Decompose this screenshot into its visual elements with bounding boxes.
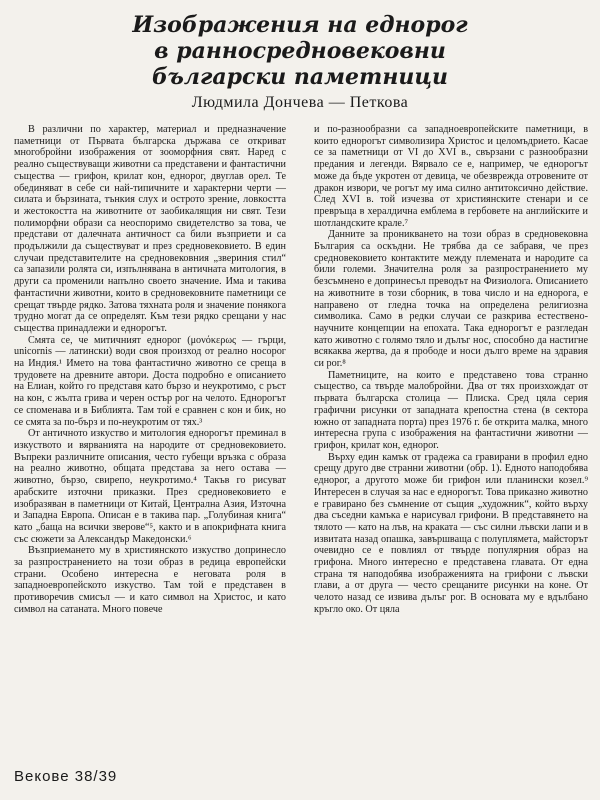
paragraph: От античното изкуство и митология еднорогът преминал в изкуството и вярванията на народите от средновековието. Въпреки различните описания, често губещи връзка с образа на реално животно, общата представа за него остава — животно, бързо, свирепо, неукротимо.⁴ Такъв го рисуват арабските източни приказки. През средновековието е изобразяван в паметници от Китай, Централна Азия, Източна и Западна Европа. Описан е в такива пар. „Голубиная книга“ като „баща на всички зверове“⁵, както и в апокрифната книга със сюжети за Александър Македонски.⁶ [14, 428, 286, 545]
paragraph: Върху един камък от градежа са гравирани в профил едно срещу друго две странни животни (обр. 1). Едното наподобява еднорог, а другото може би грифон или планински козел.⁹ Интересен в случая за нас е еднорогът. Това приказно животно е гравирано без съмнение от същия „художник“, който върху два съседни камъка е нарисувал грифони. В представянето на тялото — като на лъв, на краката — със силни лъвски лапи и в извитата назад опашка, завършваща с полуплямета, майсторът очевидно се е повлиял от твърде популярния образ на грифона. Много интересно е представена главата. От една страна тя наподобява изображенията на грифони с лъвски глави, а от друга — често срещаните рисунки на коне. От челото назад се извива дълъг рог. В основата му е вдълбано кръгло око. От цяла [314, 451, 588, 615]
title-line: Изображения на еднорог [132, 12, 468, 38]
article-author: Людмила Дончева — Петкова [191, 94, 409, 111]
left-text-column [14, 124, 286, 764]
journal-issue-footer: Векове 38/39 [14, 768, 118, 785]
paragraph: Възприемането му в християнското изкуство допринесло за разпространението на този образ в редица европейски страни. Особено интересна е неговата роля в западноевропейското изкуство. Там той е представен в противоречив смисъл — и като символ на Христос, и като символ на сатаната. Много повече [14, 545, 286, 615]
title-line: български паметници [151, 64, 449, 90]
title-line: в ранносредновековни [154, 38, 446, 64]
right-text-column [314, 124, 588, 764]
paragraph: Паметниците, на които е представено това странно същество, са твърде малобройни. Два от тях произхождат от първата българска столица — Плиска. Сред цяла серия графични рисунки от западната крепостна стена (в сектора южно от западната порта) през 1976 г. бе открита малка, много интересна група с изображения на фантастични животни — грифон, крилат кон, еднорог. [314, 369, 588, 451]
paragraph: Данните за проникването на този образ в средновековна България са оскъдни. Не трябва да се забравя, че през средновековието контактите между племената и народите са били големи. Значителна роля за разпространението му безсъмнено е допринесъл преводът на Физиолога. Описанието на животните в този сборник, в това число и на еднорога, е направено от гледна точка на определена религиозна символика. Само в редки случаи се разкрива естествено-научните концепции на епохата. Така еднорогът е разгледан като животно с голямо тяло и дълъг нос, способно да настигне всякаква жертва, да я прободе и носи дълго време на здравия си рог.⁸ [314, 229, 588, 370]
paragraph: и по-разнообразни са западноевропейските паметници, в които еднорогът символизира Христос и целомъдрието. Касае се за паметници от VI до XVI в., свързани с разнообразни предания и легенди. Вярвало се е, например, че еднорогът може да бъде укротен от девица, че обезврежда отровените от дракон извори, че рогът му има силно антитоксично действие. След XVI в. той изчезва от християнските стенари и се превръща в хералдична емблема в гербовете на английските и шотландските крале.⁷ [314, 124, 588, 229]
paragraph: В различни по характер, материал и предназначение паметници от Първата българска държава се откриват многобройни изображения от зооморфния свят. Наред с реално съществуващи животни са представени и фантастични същества — грифон, крилат кон, еднорог, двуглав орел. Те обединяват в себе си най-типичните и характерни черти — силата и бързината, тънкия слух и острото зрение, ловкостта и жестокостта на животните от заобикалящия ни свят. Тези полиморфни образи са неоспоримо свидетелство за това, че представи от далечната античност са били възприети и са продължили да съществуват и през средновековието. В един случаи представителите на средновековния „звериния стил“ са запазили ролята си, изпълнявана в античната митология, в други са променили напълно своето значение. Има и такива фантастични животни, които в средновековните паметници се срещат твърде рядко. Затова тяхната роля и значение понякога трудно могат да се определят. Към тези рядко срещани у нас същества принадлежи и еднорогът. [14, 124, 286, 334]
paragraph: Смята се, че митичният еднорог (μονόκερως — гърци, unicornis — латински) води своя произход от реално носорог на Индия.¹ Името на това фантастично животно се среща в трудовете на древните автори. Доста подробно е описанието на Елиан, който го представя като бързо и неукротимо, с ръст на кон, с жълта грива и черен остър рог на челото. Еднорогът се споменава и в Библията. Там той е сравнен с кон и бик, но се смята за по-бърз и по-неукротим от тях.³ [14, 334, 286, 428]
article-title [120, 12, 480, 90]
